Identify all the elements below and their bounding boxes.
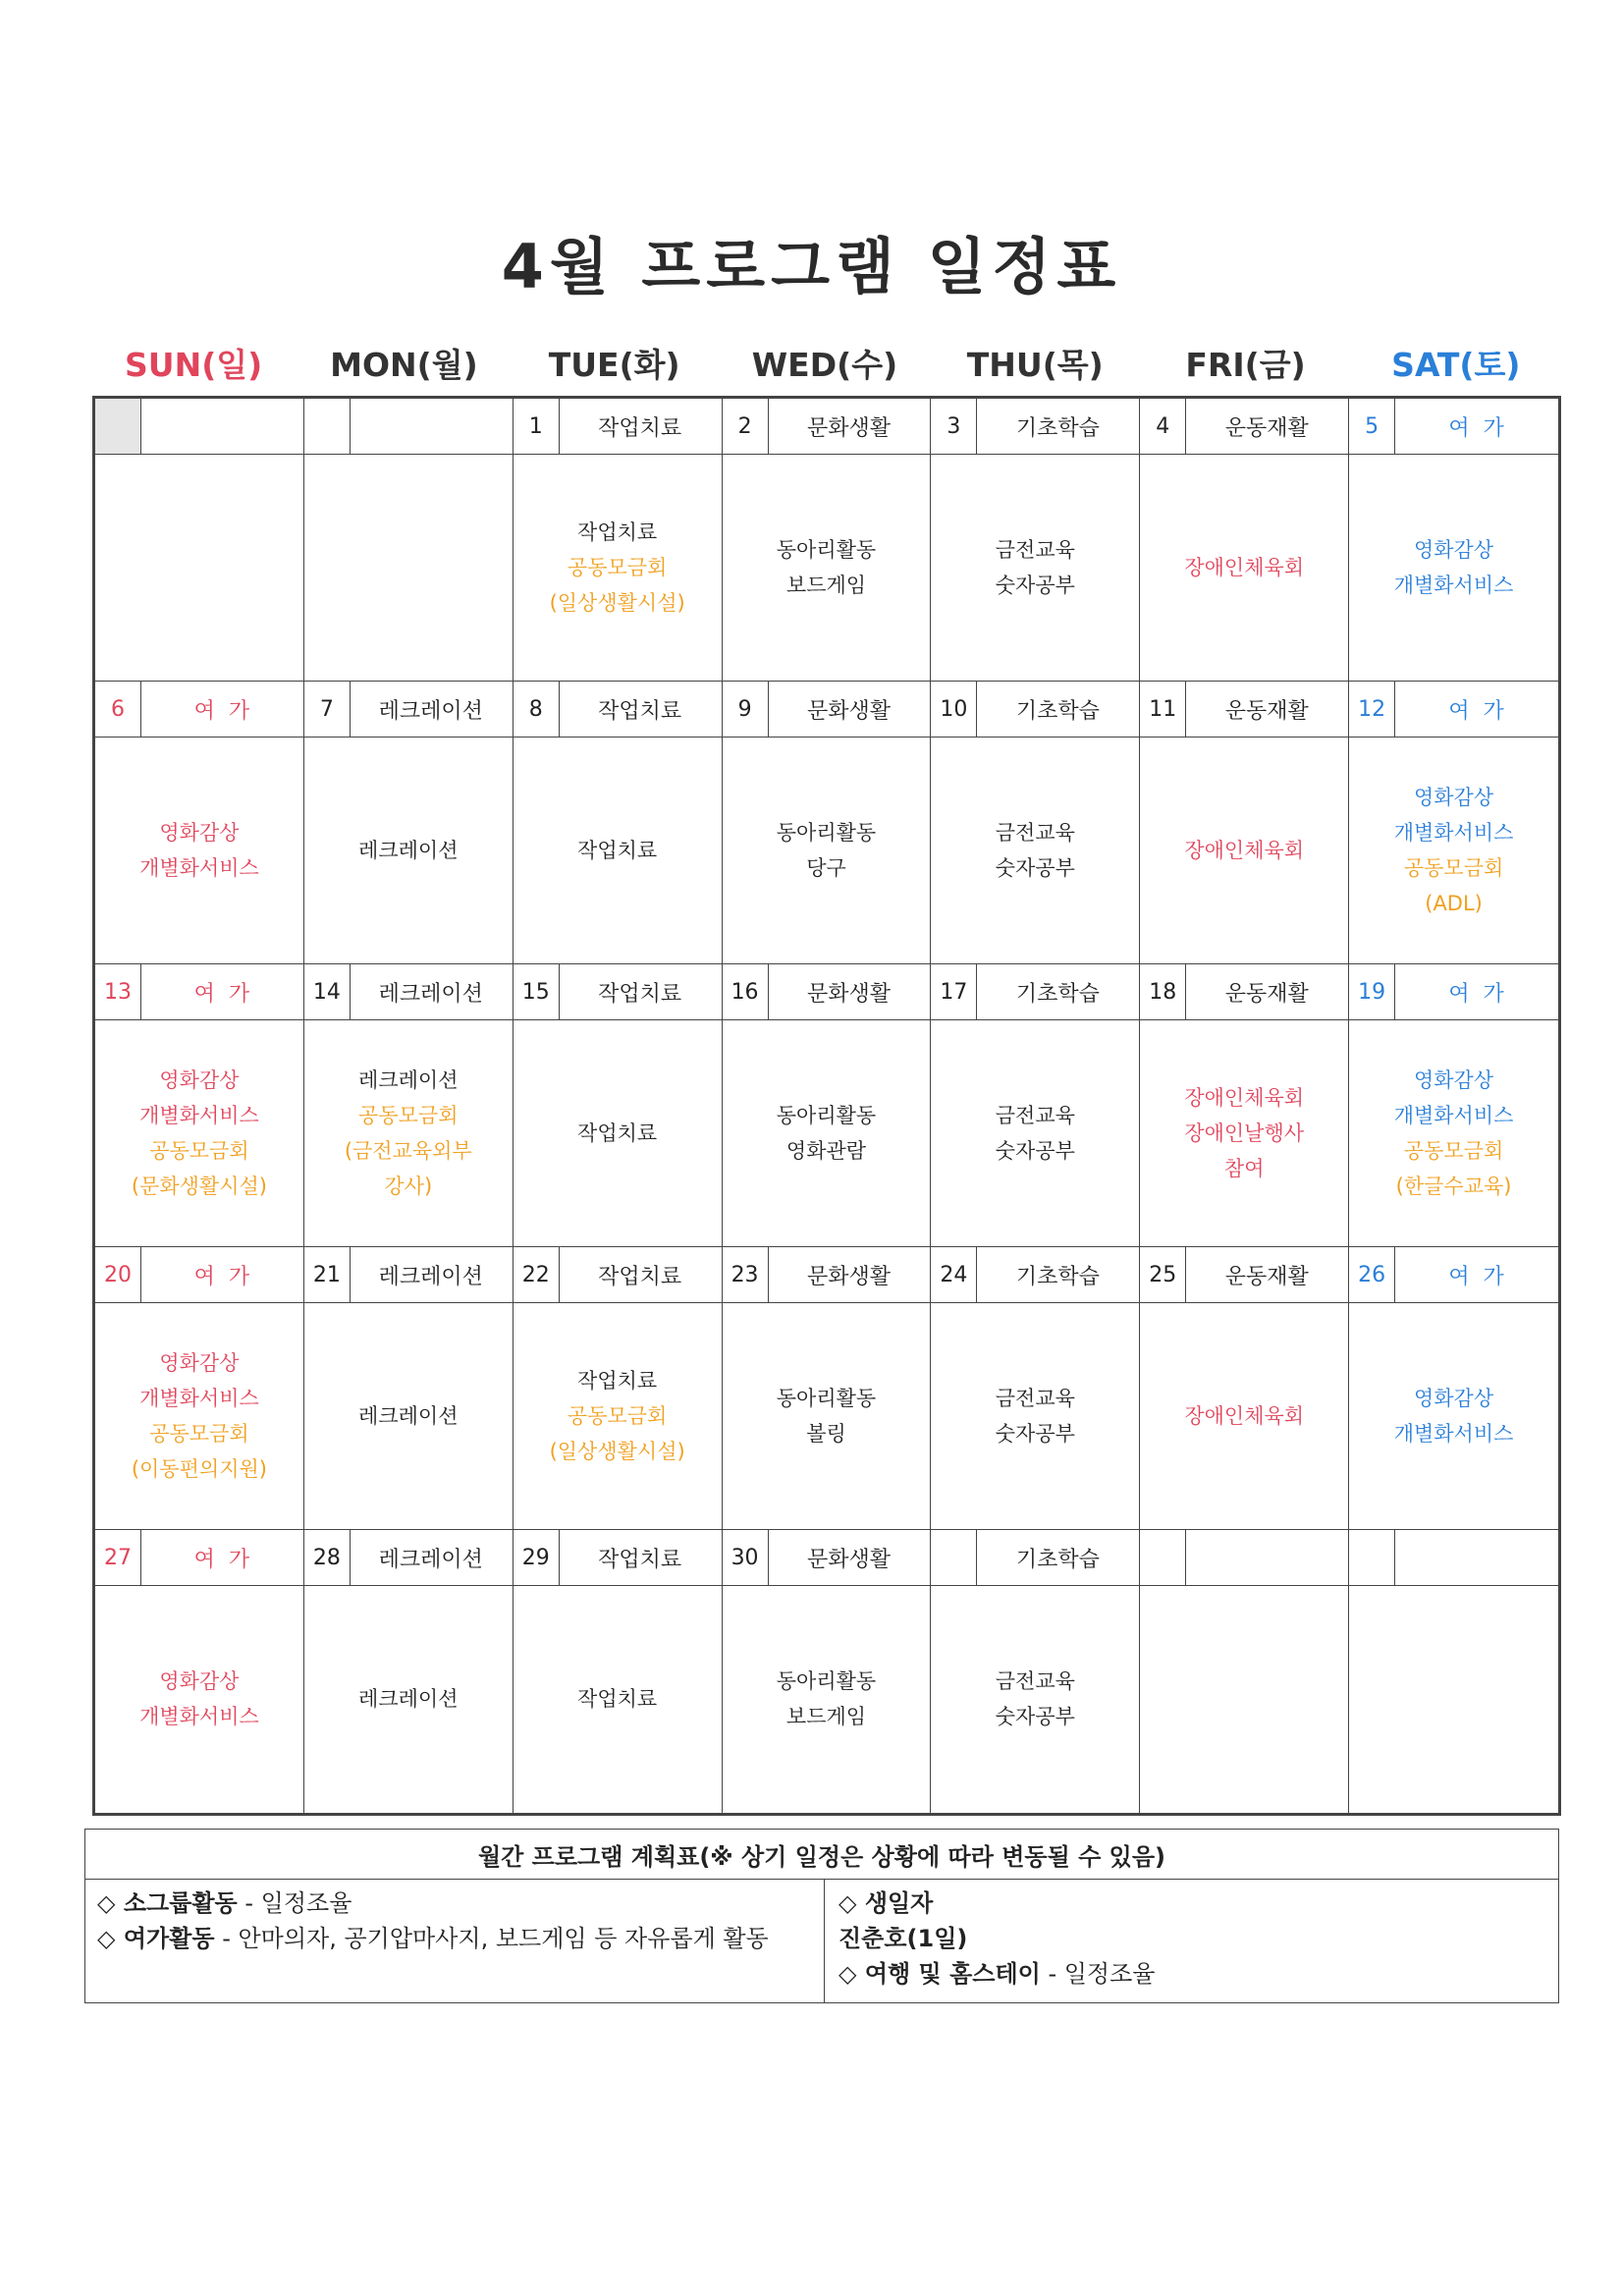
program-line: 장애인체육회 [1184,555,1305,579]
day-cell-header [304,399,513,455]
program-line: 공동모금회 [358,1103,459,1127]
calendar-day-cell [95,1247,304,1530]
program-category: 작업치료 [598,1264,682,1289]
program-details [95,1019,303,1246]
weekday-sun: SUN(일) [125,346,263,384]
calendar-day-cell [514,964,723,1247]
birthday-label: ◇ 생일자 [839,1889,934,1917]
program-line: 작업치료 [577,838,658,862]
program-category: 운동재활 [1224,1264,1309,1289]
program-category: 작업치료 [598,1547,682,1572]
program-category: 레크레이션 [378,1264,483,1289]
day-number: 17 [931,964,977,1019]
calendar-day-cell [514,1530,723,1813]
weekday-header [88,340,1561,389]
calendar-day-cell [723,682,932,964]
day-cell-header [1349,964,1558,1020]
program-details [1349,1585,1558,1813]
program-category: 문화생활 [806,981,891,1007]
program-details [514,737,722,963]
day-number: 1 [514,399,560,454]
program-details [304,1019,513,1246]
program-line: 공동모금회 [567,555,668,579]
day-number: 9 [723,682,769,737]
footer-title: 월간 프로그램 계획표(※ 상기 일정은 상황에 따라 변동될 수 있음) [85,1830,1558,1880]
calendar-day-cell [1140,1247,1349,1530]
day-number: 26 [1349,1247,1395,1302]
program-category: 문화생활 [806,1547,891,1572]
birthday-name: 진춘호(1일) [839,1925,968,1952]
program-details [1140,1019,1348,1246]
program-line: 개별화서비스 [1393,1103,1514,1127]
program-line: 개별화서비스 [1393,1421,1514,1446]
day-cell-header [514,682,722,738]
program-line: (한글수교육) [1395,1174,1512,1198]
weekday-sat: SAT(토) [1391,346,1521,384]
program-category: 작업치료 [598,698,682,724]
leisure-label: ◇ 여가활동 [97,1925,215,1952]
program-details [514,1019,722,1246]
program-category: 여 가 [1448,1264,1504,1289]
program-line: 영화감상 [159,820,240,845]
day-number [95,399,141,454]
page-title: 4월 프로그램 일정표 [501,231,1122,302]
program-category: 레크레이션 [378,698,483,724]
program-line: 레크레이션 [358,1067,459,1092]
program-line: 개별화서비스 [1393,573,1514,597]
calendar-day-cell [1349,1530,1558,1813]
program-details [723,1019,931,1246]
program-details [304,737,513,963]
program-line: 영화감상 [159,1350,240,1375]
program-line: 영화감상 [1413,1386,1494,1410]
day-number: 4 [1140,399,1186,454]
weekday-mon: MON(월) [330,346,478,384]
day-cell-header [1140,1530,1348,1586]
program-category: 작업치료 [598,415,682,441]
program-line: 작업치료 [577,1687,658,1711]
day-cell-header [1349,1247,1558,1303]
program-line: 개별화서비스 [1393,820,1514,845]
day-number: 10 [931,682,977,737]
program-line: 금전교육 [995,1669,1075,1693]
day-cell-header [95,399,303,455]
program-details [1140,1302,1348,1529]
program-category: 여 가 [193,698,250,724]
program-line: 개별화서비스 [139,1103,259,1127]
program-line: 동아리활동 [776,1386,877,1410]
program-category: 여 가 [1448,981,1504,1007]
program-details [1140,737,1348,963]
program-category: 여 가 [193,1264,250,1289]
weekday-wed: WED(수) [751,346,898,384]
program-category: 여 가 [193,981,250,1007]
day-cell-header [931,1247,1139,1303]
program-details [304,1585,513,1813]
program-category: 레크레이션 [378,981,483,1007]
day-number: 2 [723,399,769,454]
program-line: 공동모금회 [567,1403,668,1428]
day-number: 3 [931,399,977,454]
program-category: 기초학습 [1015,1264,1100,1289]
program-category: 운동재활 [1224,415,1309,441]
day-number: 18 [1140,964,1186,1019]
program-line: 레크레이션 [358,838,459,862]
footer-left [85,1880,825,2003]
program-category: 기초학습 [1015,981,1100,1007]
program-line: (일상생활시설) [549,590,685,615]
day-number: 14 [304,964,351,1019]
program-line: 볼링 [806,1421,846,1446]
calendar-day-cell [1140,399,1349,682]
day-cell-header [1349,1530,1558,1586]
day-number: 21 [304,1247,351,1302]
weekday-tue: TUE(화) [548,346,680,384]
program-line: 작업치료 [577,519,658,544]
calendar-day-cell [514,682,723,964]
program-line: 공동모금회 [1403,1138,1504,1163]
day-number: 13 [95,964,141,1019]
program-details [931,1019,1139,1246]
program-details [931,1302,1139,1529]
weekday-fri: FRI(금) [1185,346,1306,384]
program-details [931,737,1139,963]
day-cell-header [304,1530,513,1586]
calendar-day-cell [1349,682,1558,964]
day-number: 5 [1349,399,1395,454]
program-line: 공동모금회 [1403,855,1504,880]
day-number: 24 [931,1247,977,1302]
program-category: 기초학습 [1015,698,1100,724]
calendar-day-cell [514,399,723,682]
program-line: 숫자공부 [995,1705,1075,1728]
program-line: 영화감상 [1413,785,1494,809]
day-cell-header [1140,399,1348,455]
program-details [1349,737,1558,963]
calendar-day-cell [931,1530,1140,1813]
day-number: 25 [1140,1247,1186,1302]
program-details [514,454,722,681]
day-number [931,1530,977,1585]
program-category: 운동재활 [1224,698,1309,724]
program-line: 레크레이션 [358,1403,459,1428]
day-number: 30 [723,1530,769,1585]
program-category: 기초학습 [1015,415,1100,441]
program-details [723,1302,931,1529]
leisure-text: - 안마의자, 공기압마사지, 보드게임 등 자유롭게 활동 [214,1925,769,1952]
calendar-grid [92,396,1561,1816]
day-cell-header [931,1530,1139,1586]
program-details [95,1585,303,1813]
program-details [723,454,931,681]
program-category: 문화생활 [806,1264,891,1289]
program-line: 작업치료 [577,1368,658,1393]
small-group-text: - 일정조율 [237,1889,352,1917]
calendar-day-cell [723,399,932,682]
monthly-plan-footer [84,1829,1559,2003]
day-cell-header [514,399,722,455]
day-number: 19 [1349,964,1395,1019]
program-category [1394,1530,1558,1585]
program-details [514,1302,722,1529]
calendar-day-cell [95,964,304,1247]
program-details [931,454,1139,681]
day-number: 11 [1140,682,1186,737]
program-line: 보드게임 [785,573,867,597]
calendar-day-cell [1140,682,1349,964]
program-line: 보드게임 [785,1705,867,1728]
calendar-day-cell [931,399,1140,682]
day-cell-header [304,1247,513,1303]
calendar-day-cell [95,399,304,682]
day-cell-header [304,682,513,738]
program-line: 금전교육 [995,1386,1075,1410]
program-category: 여 가 [193,1547,250,1572]
calendar-day-cell [304,1247,514,1530]
calendar-day-cell [304,399,514,682]
program-line: 영화감상 [1413,537,1494,562]
day-number: 27 [95,1530,141,1585]
day-cell-header [514,1247,722,1303]
program-details [931,1585,1139,1813]
program-line: 장애인체육회 [1184,1403,1305,1428]
program-category: 작업치료 [598,981,682,1007]
travel-label: ◇ 여행 및 홈스테이 [839,1960,1041,1988]
program-category: 문화생활 [806,415,891,441]
program-line: 영화감상 [1413,1067,1494,1092]
program-line: 숫자공부 [995,855,1075,880]
program-details [1349,1302,1558,1529]
program-line: 개별화서비스 [139,855,259,880]
day-number: 20 [95,1247,141,1302]
program-line: 장애인날행사 [1184,1121,1305,1145]
calendar-day-cell [723,1247,932,1530]
calendar-day-cell [1349,1247,1558,1530]
day-cell-header [723,682,931,738]
program-details [95,454,303,681]
footer-right [825,1880,1558,2003]
day-cell-header [723,964,931,1020]
calendar-day-cell [931,1247,1140,1530]
program-line: 당구 [806,855,846,880]
day-number: 28 [304,1530,351,1585]
day-cell-header [931,682,1139,738]
day-cell-header [1140,964,1348,1020]
program-details [95,1302,303,1529]
day-cell-header [95,1530,303,1586]
program-category: 문화생활 [806,698,891,724]
calendar-day-cell [1349,964,1558,1247]
day-cell-header [514,964,722,1020]
day-number [1349,1530,1395,1585]
program-line: (문화생활시설) [131,1174,267,1198]
program-details [304,454,513,681]
program-line: 장애인체육회 [1184,1085,1305,1110]
day-cell-header [95,682,303,738]
program-line: 공동모금회 [149,1421,249,1446]
program-details [1140,1585,1348,1813]
day-number: 16 [723,964,769,1019]
program-line: 동아리활동 [776,1103,877,1127]
program-line: 동아리활동 [776,537,877,562]
day-number: 22 [514,1247,560,1302]
day-cell-header [1349,399,1558,455]
program-line: 공동모금회 [149,1138,249,1163]
small-group-label: ◇ 소그룹활동 [97,1889,238,1917]
day-cell-header [304,964,513,1020]
calendar-day-cell [95,1530,304,1813]
calendar-day-cell [931,682,1140,964]
program-details [1349,454,1558,681]
day-number [304,399,351,454]
program-line: 동아리활동 [776,820,877,845]
program-category [1185,1530,1348,1585]
calendar-day-cell [1140,1530,1349,1813]
day-cell-header [1140,682,1348,738]
program-details [304,1302,513,1529]
program-line: (일상생활시설) [549,1439,685,1463]
program-category: 여 가 [1448,698,1504,724]
program-line: 영화관람 [785,1138,867,1163]
day-cell-header [723,1247,931,1303]
day-cell-header [931,964,1139,1020]
day-cell-header [95,964,303,1020]
program-line: 장애인체육회 [1184,838,1305,862]
day-cell-header [931,399,1139,455]
day-number: 8 [514,682,560,737]
program-category: 여 가 [1448,415,1504,441]
calendar-day-cell [304,964,514,1247]
program-line: (이동편의지원) [131,1456,267,1481]
program-category: 운동재활 [1224,981,1309,1007]
program-details [723,1585,931,1813]
program-line: 영화감상 [159,1067,240,1092]
program-line: (ADL) [1425,891,1483,915]
day-cell-header [95,1247,303,1303]
program-line: 동아리활동 [776,1669,877,1693]
program-line: 개별화서비스 [139,1705,259,1728]
program-category: 기초학습 [1015,1547,1100,1572]
program-category: 레크레이션 [378,1547,483,1572]
program-line: 영화감상 [159,1669,240,1693]
program-line: 숫자공부 [995,573,1075,597]
calendar-day-cell [723,964,932,1247]
program-line: 숫자공부 [995,1138,1075,1163]
day-cell-header [723,399,931,455]
program-line: 작업치료 [577,1121,658,1145]
day-number [1140,1530,1186,1585]
calendar-day-cell [931,964,1140,1247]
calendar-day-cell [723,1530,932,1813]
calendar-day-cell [304,1530,514,1813]
program-category [140,399,303,454]
program-line: 개별화서비스 [139,1386,259,1410]
calendar-day-cell [304,682,514,964]
calendar-day-cell [1140,964,1349,1247]
day-number: 29 [514,1530,560,1585]
program-line: 금전교육 [995,820,1075,845]
program-line: (금전교육외부 [344,1138,472,1163]
program-details [95,737,303,963]
day-cell-header [723,1530,931,1586]
program-line: 강사) [384,1174,433,1198]
program-details [723,737,931,963]
day-cell-header [1140,1247,1348,1303]
program-details [1140,454,1348,681]
program-category [350,399,513,454]
day-number: 6 [95,682,141,737]
calendar-day-cell [514,1247,723,1530]
program-line: 금전교육 [995,1103,1075,1127]
day-cell-header [514,1530,722,1586]
day-number: 23 [723,1247,769,1302]
program-line: 숫자공부 [995,1421,1075,1446]
day-number: 15 [514,964,560,1019]
program-line: 레크레이션 [358,1687,459,1711]
program-details [1349,1019,1558,1246]
day-number: 7 [304,682,351,737]
travel-text: - 일정조율 [1040,1960,1156,1988]
program-details [514,1585,722,1813]
day-number: 12 [1349,682,1395,737]
calendar-day-cell [95,682,304,964]
calendar-day-cell [1349,399,1558,682]
program-line: 금전교육 [995,537,1075,562]
weekday-thu: THU(목) [966,346,1104,384]
day-cell-header [1349,682,1558,738]
program-line: 참여 [1223,1156,1265,1180]
